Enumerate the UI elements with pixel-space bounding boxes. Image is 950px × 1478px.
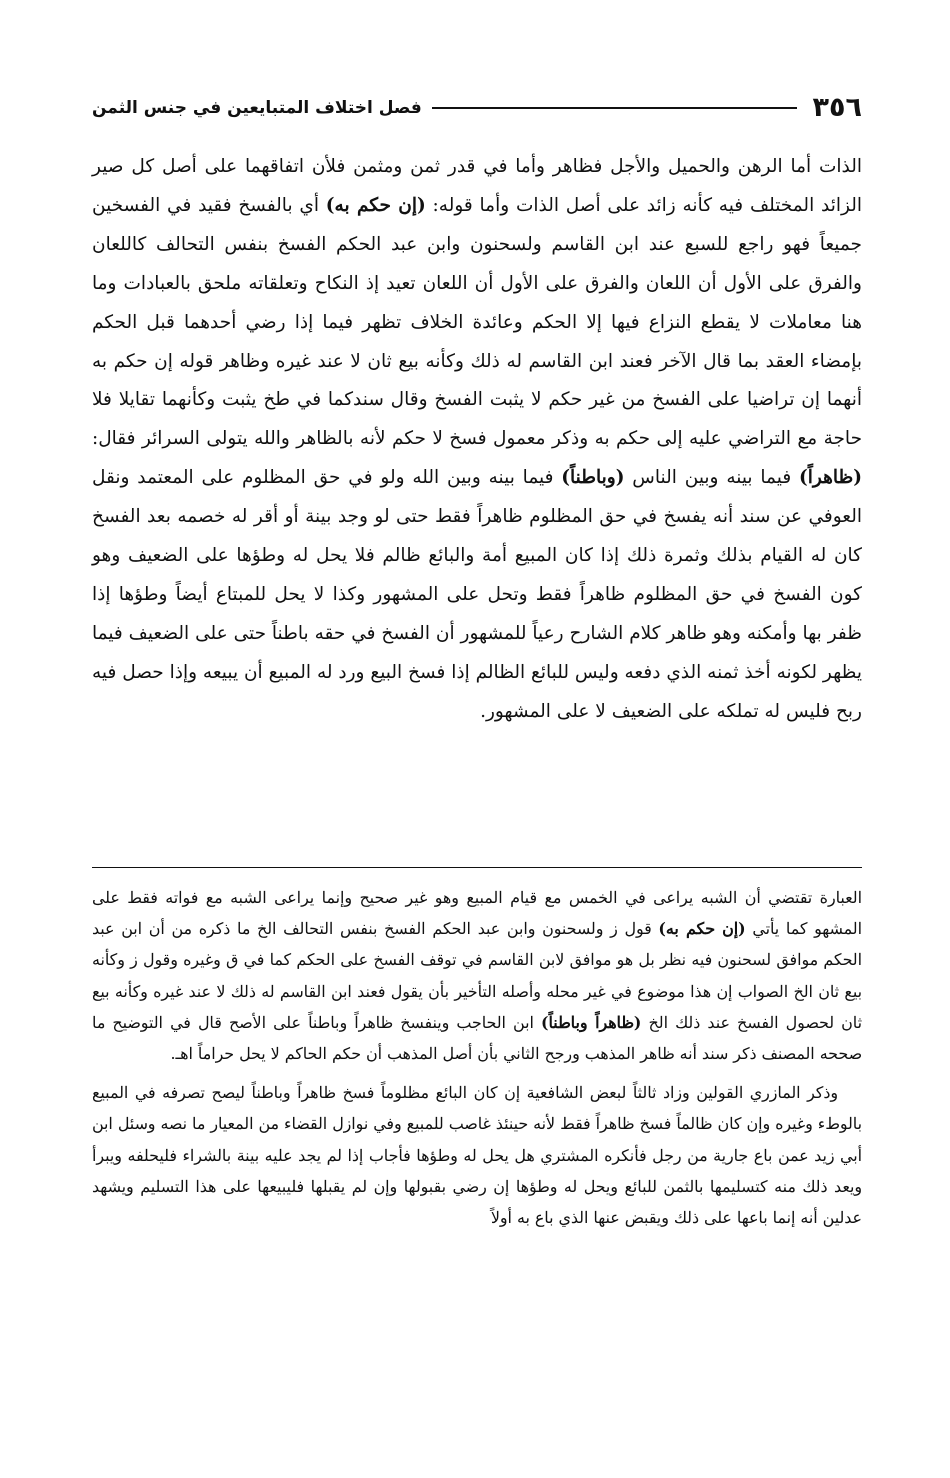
running-title: فصل اختلاف المتبايعين في جنس الثمن <box>92 98 422 118</box>
footnote-divider <box>92 867 862 868</box>
text-segment: ابن الحاجب وينفسخ ظاهراً وباطناً على الأصح قال في التوضيح ما صححه المصنف ذكر سند أنه ظاهر المذهب ورجح الثاني بأن أصل المذهب أن حكم الحاكم لا يحل حراماً اهـ. <box>92 1012 862 1064</box>
text-segment: أي بالفسخ فقيد في الفسخين جميعاً فهو راجع للسبع عند ابن القاسم ولسحنون وابن عبد الحكم الفسخ بنفس التحالف كاللعان والفرق على الأول أن اللعان والفرق على الأول أن اللعان تعيد إذ النكاح وتعلقاته ملحق بالعبادات وما هنا معاملات لا يقطع النزاع فيها إلا الحكم وعائدة الخلاف تظهر فيما إذا رضي أحدهما قبل الحكم بإمضاء العقد بما قال الآخر فعند ابن القاسم له ذلك وكأنه بيع ثان لا عند غيره وظاهر قوله إن حكم به أنهما إن تراضيا على الفسخ من غير حكم لا يثبت الفسخ وقال سندكما في طخ يثبت وكأنهما تقايلا فلا حاجة مع التراضي عليه إلى حكم به وذكر معمول فسخ لا حكم لأنه بالظاهر والله يتولى السرائر فقال: <box>92 194 862 450</box>
footnote-paragraph <box>92 882 862 1069</box>
text-segment: الذات أما الرهن والحميل والأجل فظاهر وأما في قدر ثمن ومثمن فلأن اتفاقهما على أصل كل صير الزائد المختلف فيه كأنه زائد على أصل الذات وأما قوله: <box>92 156 862 216</box>
text-segment: العبارة تقتضي أن الشبه يراعى في الخمس مع قيام المبيع وهو غير صحيح وإنما يراعى الشبه مع فواته فقط على المشهو كما يأتي <box>92 888 862 939</box>
text-segment: قول ز ولسحنون وابن عبد الحكم الفسخ بنفس التحالف الخ ما ذكره من أن ابن عبد الحكم موافق لسحنون فيه نظر بل هو موافق لابن القاسم في توقف الفسخ على الحكم كما في ق وغيره وقول ز وكأنه بيع ثان الخ الصواب إن هذا موضوع في غير محله وأصله التأخير بأن يقول فعند ابن القاسم له ذلك لا عند غيره وكأنه بيع ثان لحصول الفسخ عند ذلك الخ <box>92 919 862 1032</box>
footnote-paragraph: وذكر المازري القولين وزاد ثالثاً لبعض الشافعية إن كان البائع مظلوماً فسخ ظاهراً وباطناً ليصح تصرفه في المبيع بالوطء وغيره وإن كان ظالماً فسخ ظاهراً فقط لأنه حينئذ غاصب للمبيع وفي نوازل القضاء من المعيار ما نصه وسئل ابن أبي زيد عمن باع جارية من رجل فأنكره المشتري هل يحل له وطؤها فأجاب إذا لم يجد عليه بينة بالشراء فليحلفه ويبرأ ويعد ذلك منه كتسليمها بالثمن للبائع ويحل له وطؤها إن رضي بقبولها وإن لم يقبلها فليبيعها على هذا التسليم ويشهد عدلين أنه إنما باعها على ذلك ويقبض عنها الذي باع به أولاً <box>92 1083 862 1228</box>
quoted-term: (ظاهراً) <box>799 467 862 489</box>
main-paragraph <box>92 148 862 732</box>
text-segment: فيما بينه وبين الله ولو في حق المظلوم على المعتمد ونقل العوفي عن سند أنه يفسخ في حق المظلوم ظاهراً فقط حتى لو وجد بينة أو أقر له خصمه بعد الفسخ كان له القيام بذلك وثمرة ذلك إذا كان المبيع أمة والبائع ظالم فلا يحل له وطؤها على الضعيف وهو كون الفسخ في حق المظلوم ظاهراً فقط وتحل على المشهور وكذا لا يحل للمبتاع أيضاً وطؤها إذا ظفر بها وأمكنه وهو ظاهر كلام الشارح رعياً للمشهور أن الفسخ في حقه باطناً حتى على الضعيف فيما يظهر لكونه أخذ ثمنه الذي دفعه وليس للبائع الظالم إذا فسخ البيع ورد له المبيع أن يبيعه وإذا حصل فيه ربح فليس له تملكه على الضعيف لا على المشهور. <box>92 467 862 722</box>
quoted-term: (إن حكم به) <box>658 919 746 939</box>
main-text <box>92 148 862 732</box>
page-header <box>92 92 862 124</box>
quoted-term: (إن حكم به) <box>325 194 426 216</box>
quoted-term: (وباطناً) <box>561 467 625 489</box>
footnotes <box>92 882 862 1233</box>
page-number: ٣٥٦ <box>812 92 862 123</box>
header-rule <box>432 107 797 109</box>
quoted-term: (ظاهراً وباطناً) <box>541 1012 642 1032</box>
text-segment: فيما بينه وبين الناس <box>624 467 799 489</box>
